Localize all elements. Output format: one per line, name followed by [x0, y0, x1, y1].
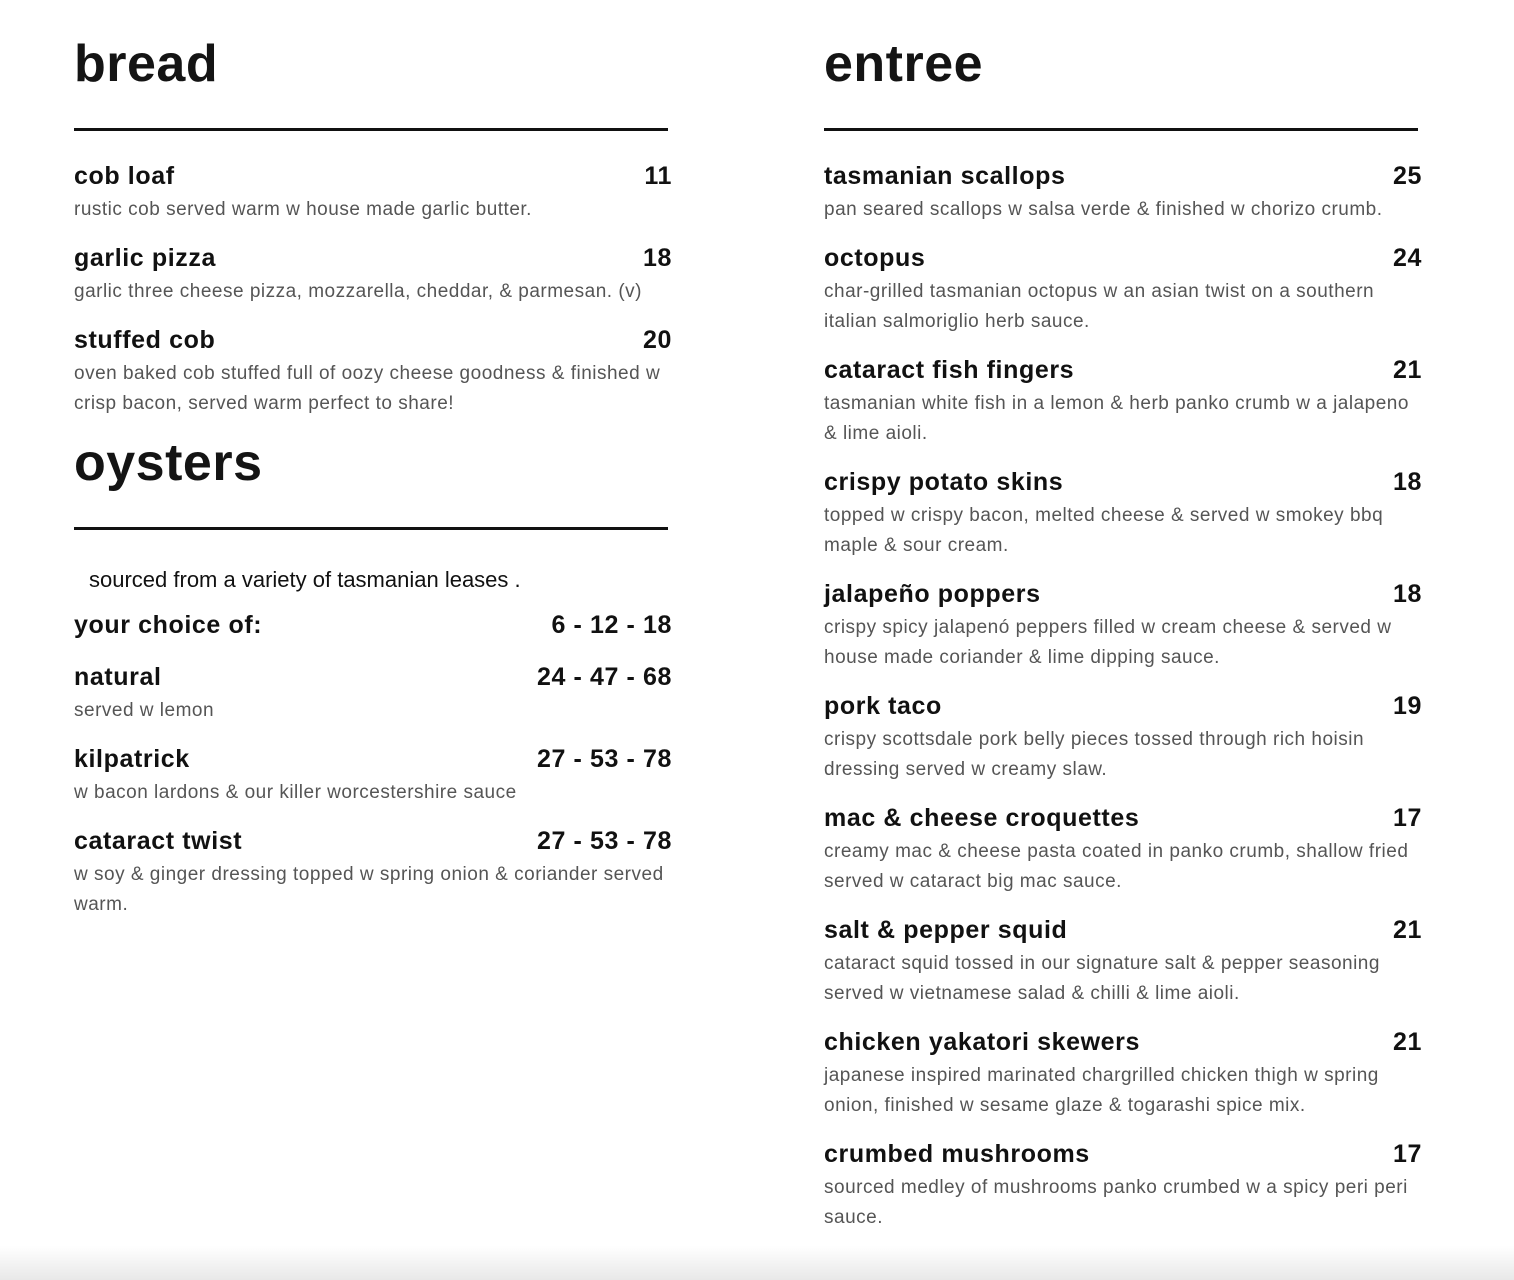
left-column	[74, 35, 672, 938]
menu-item	[74, 161, 672, 225]
oysters-items	[74, 566, 672, 920]
choice-label: your choice of:	[74, 611, 263, 639]
item-price: 18	[642, 244, 672, 272]
item-name: salt & pepper squid	[824, 916, 1068, 944]
entree-items	[824, 161, 1422, 1233]
item-name: jalapeño poppers	[824, 580, 1041, 608]
item-price: 21	[1392, 1028, 1422, 1056]
item-name: tasmanian scallops	[824, 162, 1066, 190]
item-price: 19	[1392, 692, 1422, 720]
right-column	[824, 35, 1422, 1251]
item-name: crispy potato skins	[824, 468, 1064, 496]
item-description: japanese inspired marinated chargrilled chicken thigh w spring onion, finished w sesame glaze & togarashi spice mix.	[824, 1065, 1379, 1116]
menu-item	[824, 915, 1422, 1009]
section-divider	[74, 128, 668, 131]
menu-item	[824, 1139, 1422, 1233]
item-name: chicken yakatori skewers	[824, 1028, 1140, 1056]
choice-price: 6 - 12 - 18	[551, 611, 672, 639]
item-price: 18	[1392, 580, 1422, 608]
item-description: w bacon lardons & our killer worcestershire sauce	[74, 782, 517, 803]
menu-item	[824, 803, 1422, 897]
item-description: garlic three cheese pizza, mozzarella, cheddar, & parmesan. (v)	[74, 281, 642, 302]
item-name: cataract twist	[74, 827, 243, 855]
item-price: 27 - 53 - 78	[536, 745, 672, 773]
item-name: cob loaf	[74, 162, 175, 190]
item-description: w soy & ginger dressing topped w spring onion & coriander served warm.	[74, 864, 664, 915]
menu-item	[824, 355, 1422, 449]
item-price: 27 - 53 - 78	[536, 827, 672, 855]
item-price: 17	[1392, 1140, 1422, 1168]
menu-item	[74, 826, 672, 920]
menu-item	[74, 325, 672, 419]
item-price: 18	[1392, 468, 1422, 496]
item-price: 20	[642, 326, 672, 354]
item-name: octopus	[824, 244, 926, 272]
item-price: 24	[1392, 244, 1422, 272]
section-title-bread: bread	[74, 35, 219, 93]
item-description: tasmanian white fish in a lemon & herb panko crumb w a jalapeno & lime aioli.	[824, 393, 1409, 444]
item-price: 24 - 47 - 68	[536, 663, 672, 691]
item-description: crispy scottsdale pork belly pieces tossed through rich hoisin dressing served w creamy slaw.	[824, 729, 1365, 780]
item-name: stuffed cob	[74, 326, 216, 354]
item-name: crumbed mushrooms	[824, 1140, 1090, 1168]
entree-section	[824, 35, 1422, 1233]
oysters-choice	[74, 610, 672, 640]
item-description: oven baked cob stuffed full of oozy cheese goodness & finished w crisp bacon, served warm perfect to share!	[74, 363, 661, 414]
item-description: char-grilled tasmanian octopus w an asian twist on a southern italian salmoriglio herb sauce.	[824, 281, 1375, 332]
section-divider	[74, 527, 668, 530]
menu-item	[824, 243, 1422, 337]
oysters-section	[74, 434, 672, 920]
item-name: natural	[74, 663, 162, 691]
oysters-intro: sourced from a variety of tasmanian leases .	[89, 567, 521, 592]
item-description: served w lemon	[74, 700, 215, 721]
menu-item	[74, 243, 672, 307]
item-price: 21	[1392, 356, 1422, 384]
section-title-oysters: oysters	[74, 434, 263, 492]
item-description: crispy spicy jalapenó peppers filled w cream cheese & served w house made coriander & lime dipping sauce.	[824, 617, 1392, 668]
item-price: 17	[1392, 804, 1422, 832]
menu-item	[824, 161, 1422, 225]
item-name: garlic pizza	[74, 244, 216, 272]
item-name: mac & cheese croquettes	[824, 804, 1140, 832]
bottom-shadow	[0, 1246, 1514, 1280]
item-price: 21	[1392, 916, 1422, 944]
menu-item	[824, 467, 1422, 561]
item-description: sourced medley of mushrooms panko crumbed w a spicy peri peri sauce.	[824, 1177, 1408, 1228]
item-description: topped w crispy bacon, melted cheese & served w smokey bbq maple & sour cream.	[824, 505, 1384, 556]
item-name: kilpatrick	[74, 745, 190, 773]
item-description: rustic cob served warm w house made garlic butter.	[74, 199, 532, 220]
bread-items	[74, 161, 672, 419]
item-description: cataract squid tossed in our signature salt & pepper seasoning served w vietnamese salad & chilli & lime aioli.	[824, 953, 1380, 1004]
item-description: pan seared scallops w salsa verde & finished w chorizo crumb.	[824, 199, 1383, 220]
section-divider	[824, 128, 1418, 131]
menu-item	[824, 691, 1422, 785]
item-price: 25	[1392, 162, 1422, 190]
item-name: pork taco	[824, 692, 942, 720]
item-name: cataract fish fingers	[824, 356, 1075, 384]
menu-item	[74, 662, 672, 726]
menu-item	[74, 744, 672, 808]
menu-item	[824, 1027, 1422, 1121]
item-description: creamy mac & cheese pasta coated in panko crumb, shallow fried served w cataract big mac sauce.	[824, 841, 1409, 892]
item-price: 11	[644, 162, 672, 190]
menu-item	[824, 579, 1422, 673]
section-title-entree: entree	[824, 35, 984, 93]
bread-section	[74, 35, 672, 419]
